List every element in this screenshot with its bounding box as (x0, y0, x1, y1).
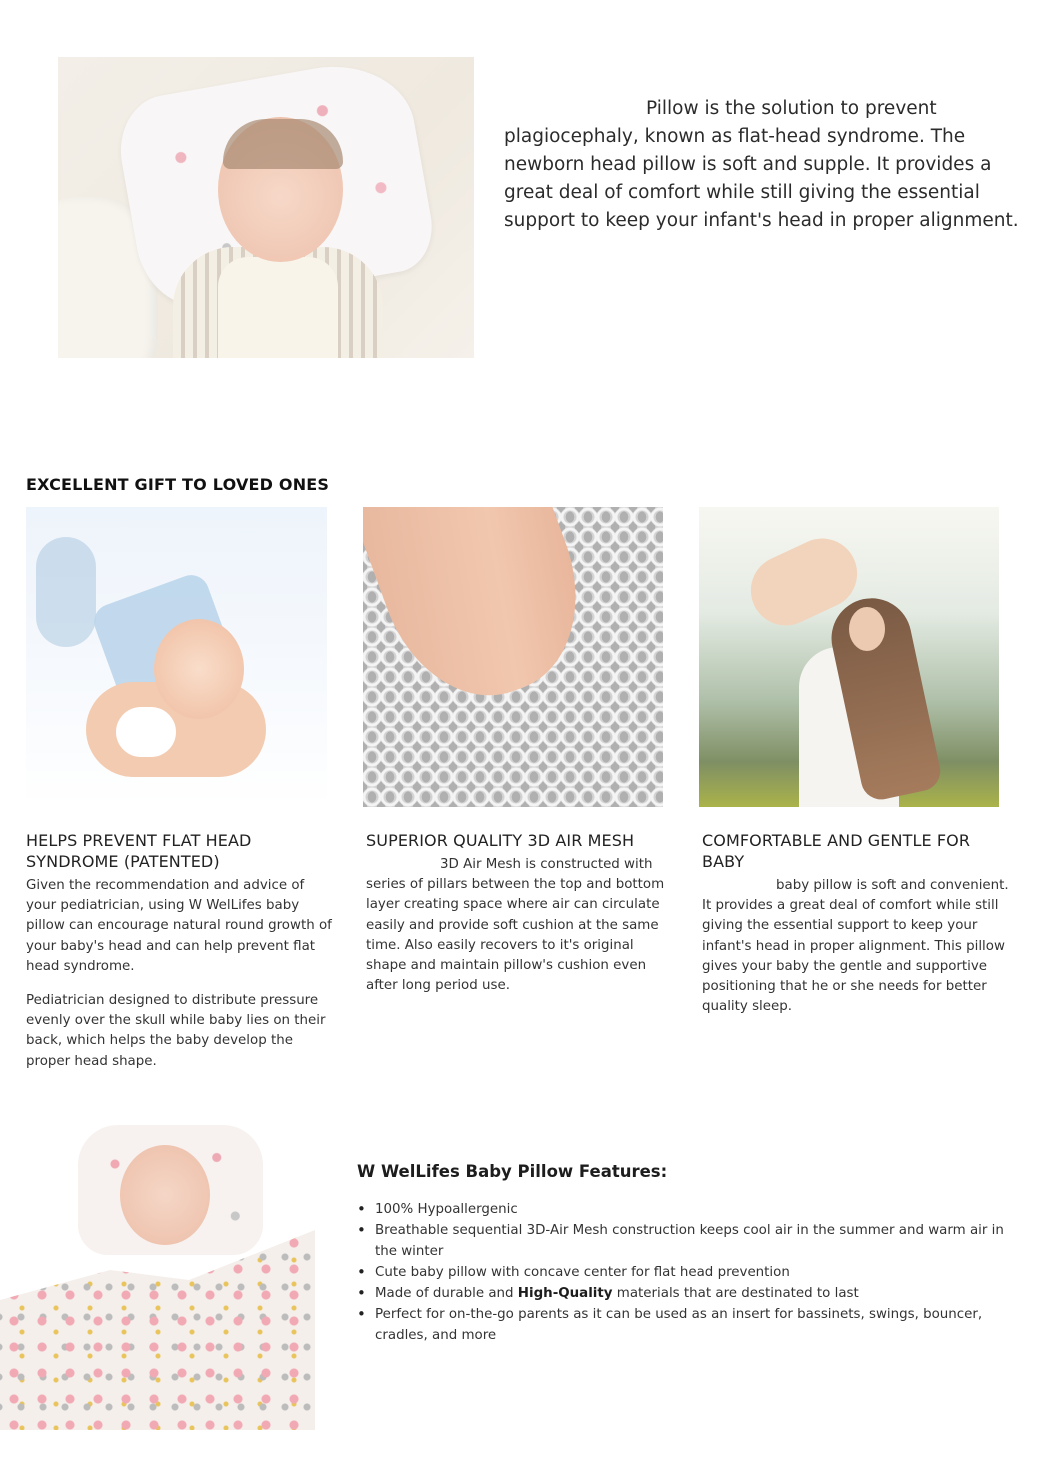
features-list (357, 1199, 1007, 1346)
column-paragraph: Pediatrician designed to distribute pressure evenly over the skull while baby lies on their back, which helps the baby develop the proper head shape. (26, 993, 326, 1069)
feature-item: • Perfect for on-the-go parents as it can be used as an insert for bassinets, swings, bouncer, cradles, and more (357, 1304, 1007, 1346)
baby-hair-shape (223, 119, 343, 169)
hero-baby-pillow-image (58, 57, 474, 358)
column-paragraph: baby pillow is soft and convenient. It provides a great deal of comfort while still giving the essential support to keep your infant's head in proper alignment. This pillow gives your baby the gentle and supportive positioning that he or she needs for better quality sleep. (702, 878, 1009, 1015)
feature-item: • Breathable sequential 3D-Air Mesh construction keeps cool air in the summer and warm air in the winter (357, 1220, 1007, 1262)
feature-column-flat-head (26, 830, 336, 1072)
feature-item: • Cute baby pillow with concave center for flat head prevention (357, 1262, 1007, 1283)
mother-face-shape (849, 607, 885, 651)
baby-head-shape (154, 619, 244, 719)
teddy-bear-shape (36, 537, 96, 647)
finger-shape (363, 507, 607, 722)
intro-paragraph: Pillow is the solution to prevent plagiocephaly, known as flat-head syndrome. The newborn head pillow is soft and supple. It provides a great deal of comfort while still giving the essential support to keep your infant's head in proper alignment. (504, 98, 1019, 231)
diaper-shape (116, 707, 176, 757)
column-paragraph: Given the recommendation and advice of your pediatrician, using W WelLifes baby pillow can encourage natural round growth of your baby's head and can help prevent flat head syndrome. (26, 878, 332, 974)
column-title: SUPERIOR QUALITY 3D AIR MESH (366, 831, 635, 850)
air-mesh-closeup-image (363, 507, 663, 807)
feature-column-comfort (702, 830, 1012, 1017)
baby-on-bed-image (26, 507, 327, 807)
mother-and-baby-image (699, 507, 999, 807)
column-paragraph: 3D Air Mesh is constructed with series of pillars between the top and bottom layer creating space where air can circulate easily and provide soft cushion at the same time. Also easily recovers to it's original shape and maintain pillow's cushion even after long period use. (366, 857, 665, 994)
features-title: W WelLifes Baby Pillow Features: (357, 1162, 668, 1181)
feature-column-air-mesh (366, 830, 676, 996)
feature-item: • 100% Hypoallergenic (357, 1199, 1007, 1220)
gift-section-heading: EXCELLENT GIFT TO LOVED ONES (26, 475, 330, 494)
floral-blanket-shape (0, 1230, 315, 1430)
baby-shirt-shape (218, 257, 338, 358)
column-title: COMFORTABLE AND GENTLE FOR BABY (702, 831, 971, 871)
column-title: HELPS PREVENT FLAT HEAD SYNDROME (PATENTED) (26, 831, 252, 871)
baby-with-blanket-image (0, 1120, 315, 1430)
baby-head-shape (120, 1145, 210, 1245)
feature-item: • Made of durable and High-Quality materials that are destinated to last (357, 1283, 1007, 1304)
